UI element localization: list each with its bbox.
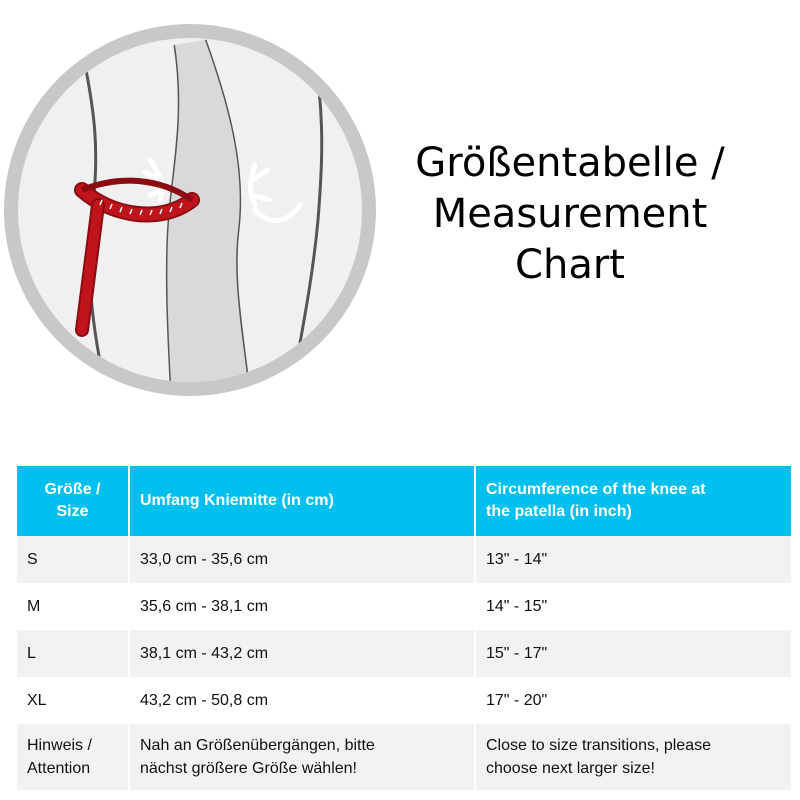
header-inch: Circumference of the knee at the patella (in inch) [474,466,791,536]
inch-cell: 15" - 17" [474,630,791,677]
cm-cell: 33,0 cm - 35,6 cm [128,536,474,583]
table-row [17,630,791,677]
knee-measuring-tape-icon [0,0,380,410]
size-cell: L [17,630,128,677]
size-cell: M [17,583,128,630]
inch-cell: 13" - 14" [474,536,791,583]
cm-cell: 38,1 cm - 43,2 cm [128,630,474,677]
table-row [17,536,791,583]
note-en-cell: Close to size transitions, please choose next larger size! [474,724,791,790]
table-row [17,583,791,630]
inch-cell: 17" - 20" [474,677,791,724]
title-line-3: Chart [515,242,625,288]
inch-cell: 14" - 15" [474,583,791,630]
cm-cell: 35,6 cm - 38,1 cm [128,583,474,630]
title-line-2: Measurement [432,191,708,237]
table-header-row [17,466,791,536]
size-cell: XL [17,677,128,724]
header-cm: Umfang Kniemitte (in cm) [128,466,474,536]
note-de-cell: Nah an Größenübergängen, bitte nächst größere Größe wählen! [128,724,474,790]
size-cell: S [17,536,128,583]
header-size: Größe / Size [17,466,128,536]
title-line-1: Größentabelle / [415,140,725,186]
chart-title [400,138,740,291]
table-row [17,677,791,724]
note-row [17,724,791,790]
note-label-cell: Hinweis / Attention [17,724,128,790]
size-table [17,466,791,790]
cm-cell: 43,2 cm - 50,8 cm [128,677,474,724]
